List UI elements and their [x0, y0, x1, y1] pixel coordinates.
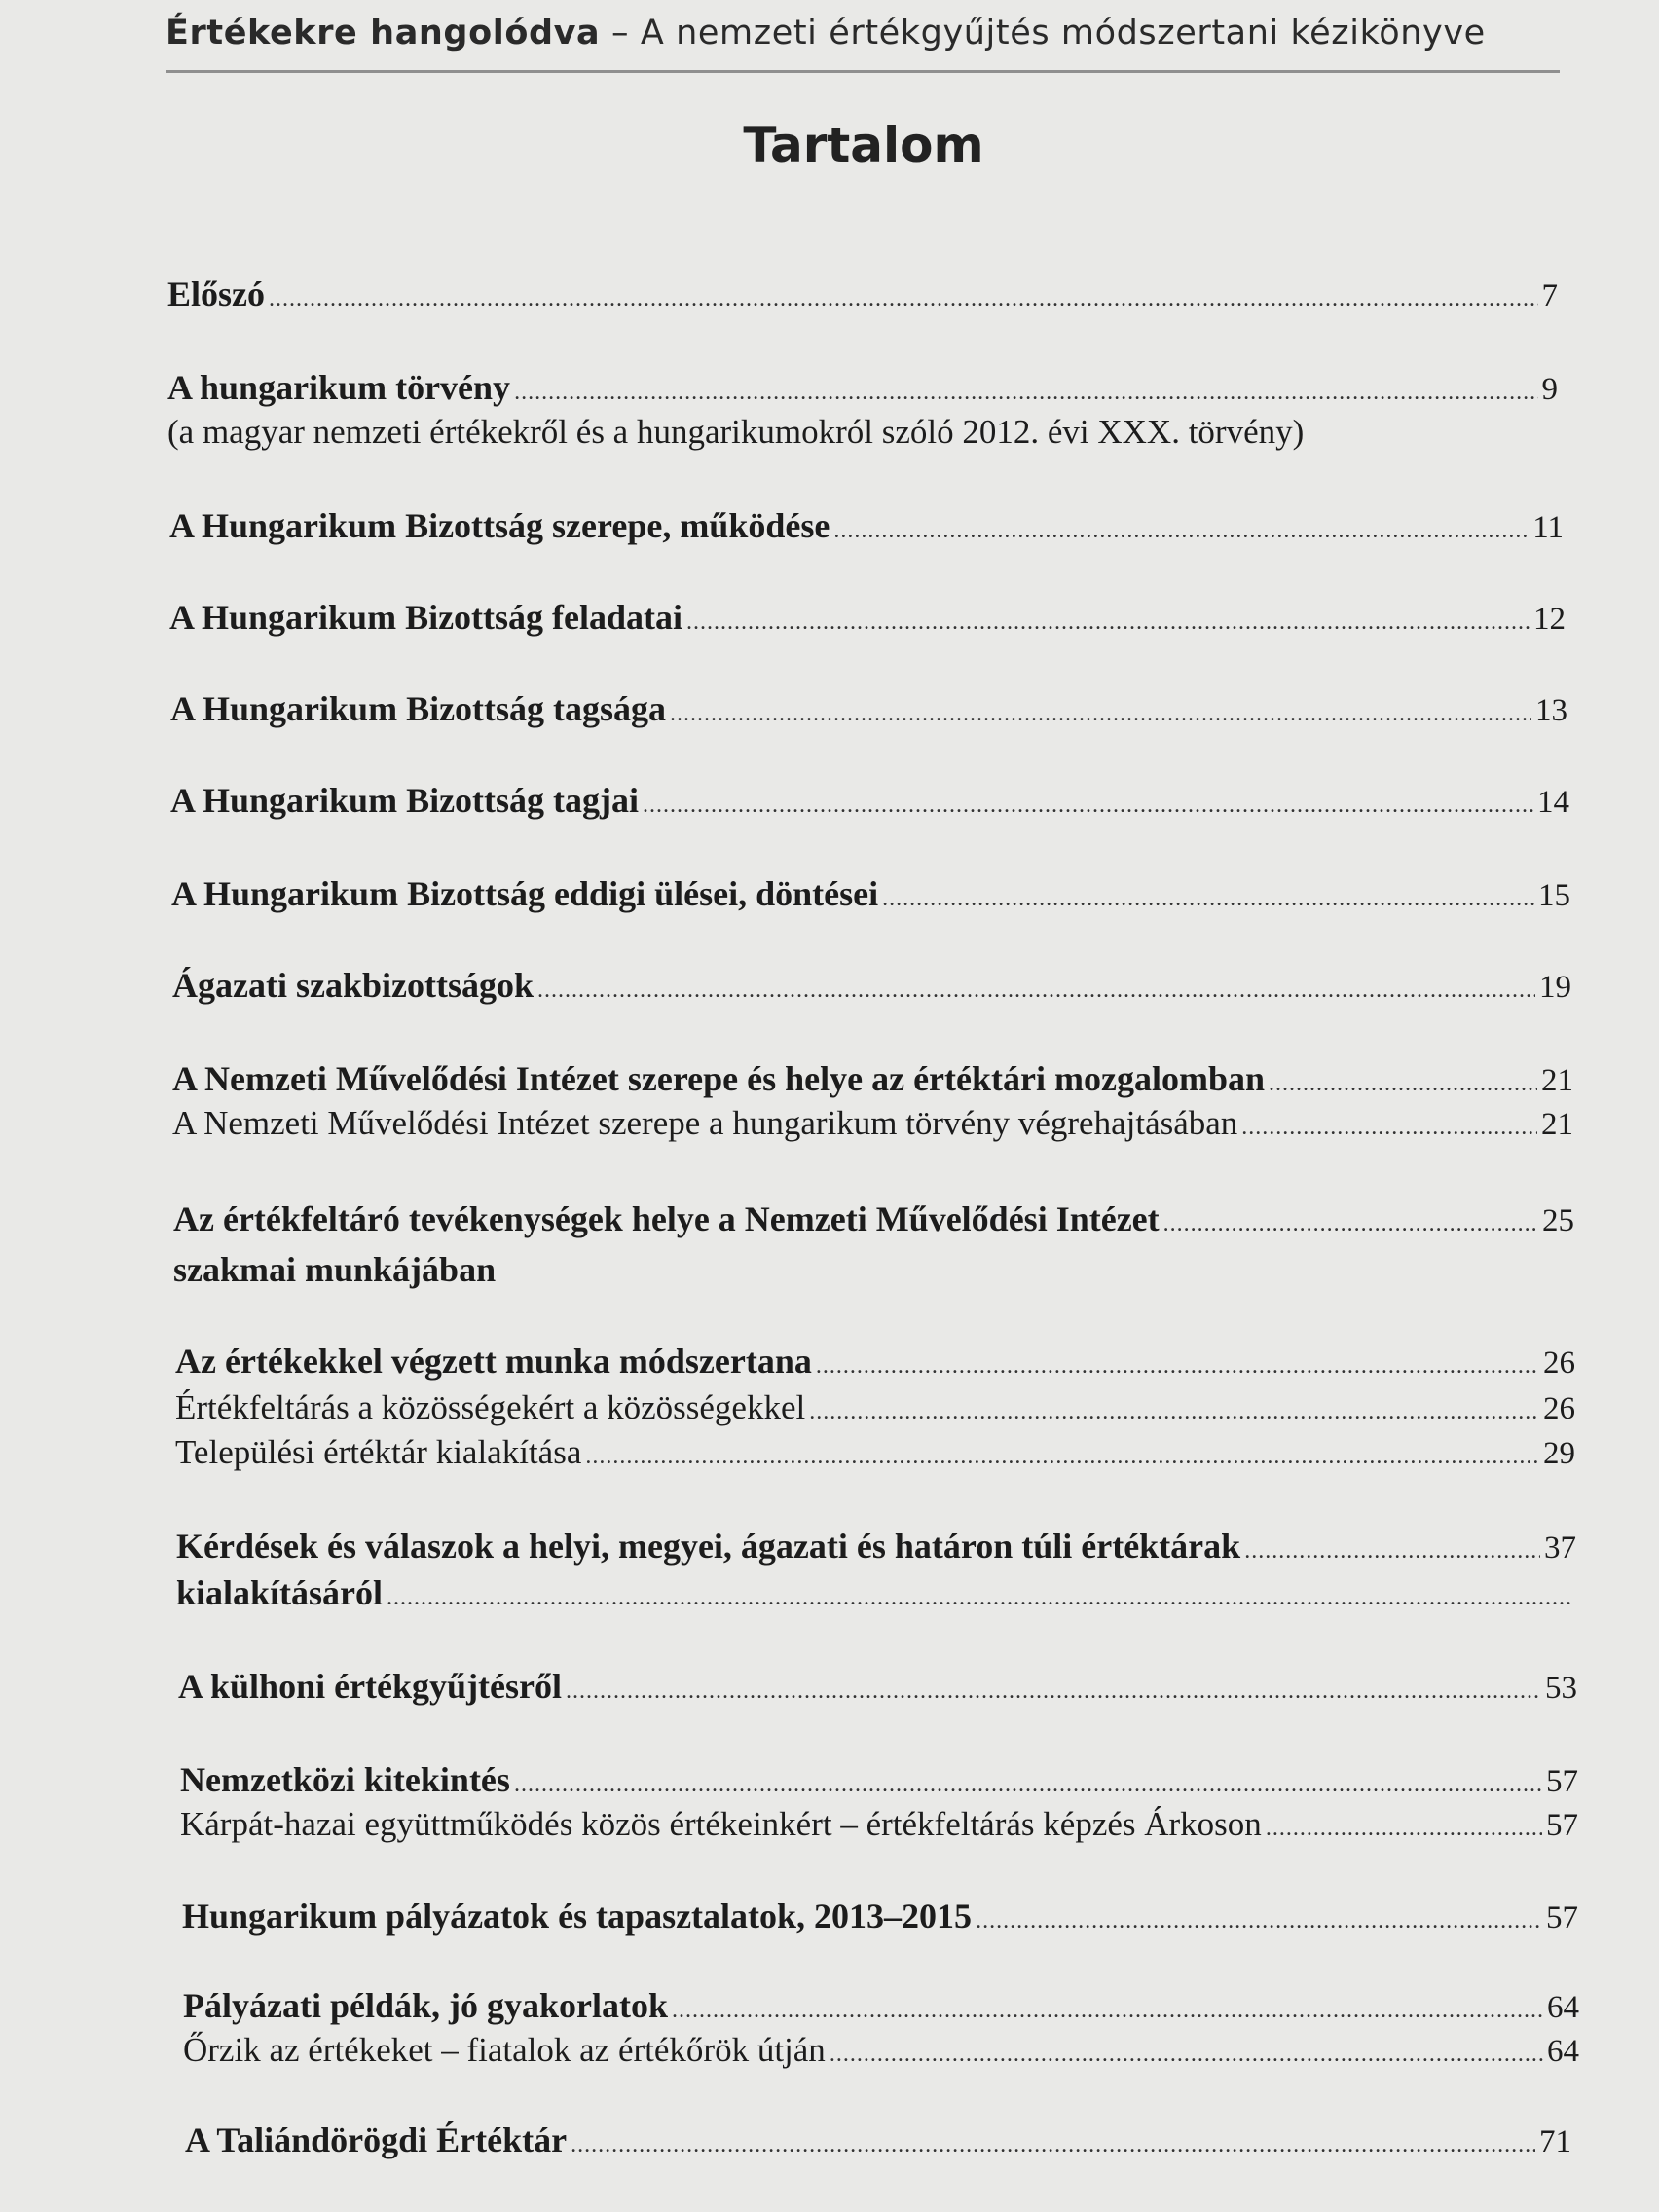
toc-entry-taliandorogdi[interactable] [185, 2119, 1571, 2166]
toc-entry-page: 64 [1547, 1990, 1579, 2025]
toc-subentry-telepulesi-ertektar[interactable] [175, 1431, 1575, 1478]
toc-entry-title: Az értékfeltáró tevékenységek helye a Nemzeti Művelődési Intézet [173, 1199, 1160, 1238]
toc-subentry-page: 21 [1541, 1107, 1573, 1142]
toc-subentry-orzik-ertekeket[interactable] [183, 2029, 1579, 2076]
leader-dots [830, 2033, 1543, 2076]
leader-dots [882, 877, 1534, 920]
toc-subentry-nmi-vegrehajtas[interactable] [172, 1102, 1573, 1149]
toc-entry-page: 9 [1541, 372, 1558, 407]
header-rule [166, 70, 1560, 73]
toc-entry-page: 19 [1539, 970, 1571, 1005]
toc-entry-page: 57 [1546, 1764, 1578, 1799]
toc-subentry-page: 57 [1546, 1808, 1578, 1843]
toc-entry-bizottsag-szerepe[interactable] [169, 504, 1564, 552]
toc-entry-page: 71 [1539, 2124, 1571, 2159]
toc-entry-title: A Nemzeti Művelődési Intézet szerepe és helye az értéktári mozgalomban [172, 1059, 1265, 1098]
toc-entry-bizottsag-ulesei[interactable] [171, 872, 1570, 920]
toc-entry-page: 7 [1541, 278, 1558, 313]
toc-entry-title: Előszó [167, 275, 266, 313]
toc-entry-title: Kérdések és válaszok a helyi, megyei, ágazati és határon túli értéktárak [176, 1527, 1241, 1566]
toc-entry-title: A Hungarikum Bizottság tagsága [170, 689, 667, 728]
toc-entry-nmi-szerepe[interactable] [172, 1057, 1573, 1105]
running-header [166, 14, 1558, 53]
toc-entry-palyazati-peldak[interactable] [183, 1984, 1579, 2032]
leader-dots [1266, 1807, 1542, 1850]
toc-entry-page: 37 [1544, 1530, 1576, 1566]
toc-entry-kulhoni[interactable] [178, 1665, 1577, 1713]
toc-entry-bizottsag-feladatai[interactable] [169, 596, 1566, 644]
leader-dots [809, 1390, 1539, 1433]
leader-dots [833, 509, 1529, 552]
toc-subentry-page: 26 [1543, 1391, 1575, 1426]
leader-dots [976, 1899, 1542, 1942]
toc-entry-page: 21 [1541, 1063, 1573, 1098]
toc-subentry-title: Őrzik az értékeket – fiatalok az értékőrök útján [183, 2031, 826, 2069]
toc-entry-ertekfeltaro[interactable] [173, 1198, 1574, 1245]
leader-dots [672, 1989, 1543, 2032]
toc-entry-title: A Hungarikum Bizottság szerepe, működése [169, 506, 830, 545]
leader-dots [585, 1435, 1539, 1478]
toc-entry-continuation-line [176, 1571, 1576, 1619]
toc-entry-bizottsag-tagsaga[interactable] [170, 687, 1567, 735]
leader-dots [566, 1670, 1541, 1713]
page-title: Tartalom [743, 117, 984, 173]
toc-entry-page: 14 [1537, 785, 1569, 820]
toc-subentry-title: Értékfeltárás a közösségekért a közösségekkel [175, 1388, 806, 1426]
toc-entry-title: A külhoni értékgyűjtésről [178, 1667, 563, 1706]
toc-entry-eloszo[interactable] [167, 273, 1558, 320]
toc-entry-page: 11 [1532, 510, 1564, 545]
toc-entry-title: A Hungarikum Bizottság feladatai [169, 598, 683, 637]
toc-entry-title: Pályázati példák, jó gyakorlatok [183, 1986, 669, 2025]
toc-entry-title: A Hungarikum Bizottság eddigi ülései, döntései [171, 874, 879, 913]
toc-subentry-title: Települési értéktár kialakítása [175, 1433, 582, 1471]
leader-dots [1163, 1202, 1538, 1245]
toc-entry-title: A Hungarikum Bizottság tagjai [170, 781, 640, 820]
leader-dots [537, 969, 1535, 1012]
toc-entry-nemzetkozi[interactable] [180, 1758, 1578, 1806]
leader-dots [1244, 1530, 1540, 1572]
toc-entry-page: 25 [1542, 1203, 1574, 1238]
toc-entry-kerdesek-valaszok[interactable] [176, 1525, 1576, 1572]
toc-entry-title: A hungarikum törvény [167, 368, 511, 407]
leader-dots [1269, 1062, 1537, 1105]
leader-dots [514, 371, 1537, 414]
toc-entry-page: 26 [1543, 1346, 1575, 1381]
book-subtitle: A nemzeti értékgyűjtés módszertani kézikönyve [640, 14, 1486, 53]
toc-entry-title: A Taliándörögdi Értéktár [185, 2120, 568, 2159]
leader-dots [269, 277, 1537, 320]
toc-entry-palyazatok[interactable] [182, 1895, 1578, 1942]
toc-entry-szakbizottsagok[interactable] [172, 964, 1571, 1012]
toc-entry-title: Hungarikum pályázatok és tapasztalatok, 2013–2015 [182, 1897, 973, 1936]
toc-entry-title: Az értékekkel végzett munka módszertana [175, 1342, 812, 1381]
leader-dots [387, 1576, 1572, 1619]
toc-entry-page: 15 [1538, 878, 1570, 913]
leader-dots [571, 2123, 1535, 2166]
toc-entry-continuation: kialakításáról [176, 1573, 384, 1612]
leader-dots [643, 784, 1533, 827]
toc-subentry-page: 64 [1547, 2034, 1579, 2069]
toc-entry-page: 57 [1546, 1900, 1578, 1936]
toc-subentry-page: 29 [1543, 1436, 1575, 1471]
leader-dots [1241, 1106, 1537, 1149]
toc-entry-title: Ágazati szakbizottságok [172, 966, 534, 1005]
toc-entry-page: 12 [1533, 602, 1566, 637]
toc-entry-hungarikum-torveny[interactable] [167, 366, 1558, 414]
header-separator: – [611, 14, 630, 53]
toc-subentry-title: A Nemzeti Művelődési Intézet szerepe a hungarikum törvény végrehajtásában [172, 1104, 1238, 1142]
book-title: Értékekre hangolódva [166, 14, 601, 53]
toc-entry-modszertana[interactable] [175, 1340, 1575, 1387]
leader-dots [816, 1345, 1539, 1387]
leader-dots [686, 601, 1530, 644]
toc-entry-continuation: szakmai munkájában [173, 1250, 497, 1289]
toc-entry-note: (a magyar nemzeti értékekről és a hungarikumokról szóló 2012. évi XXX. törvény) [167, 413, 1305, 451]
leader-dots [514, 1763, 1542, 1806]
toc-subentry-ertekfeltaras[interactable] [175, 1386, 1575, 1433]
toc-entry-page: 53 [1545, 1671, 1577, 1706]
toc-subentry-title: Kárpát-hazai együttműködés közös értékeinkért – értékfeltárás képzés Árkoson [180, 1805, 1262, 1843]
toc-entry-bizottsag-tagjai[interactable] [170, 779, 1569, 827]
toc-entry-title: Nemzetközi kitekintés [180, 1760, 510, 1799]
toc-entry-page: 13 [1535, 693, 1567, 728]
leader-dots [670, 692, 1531, 735]
toc-subentry-karpat-hazai[interactable] [180, 1803, 1578, 1850]
